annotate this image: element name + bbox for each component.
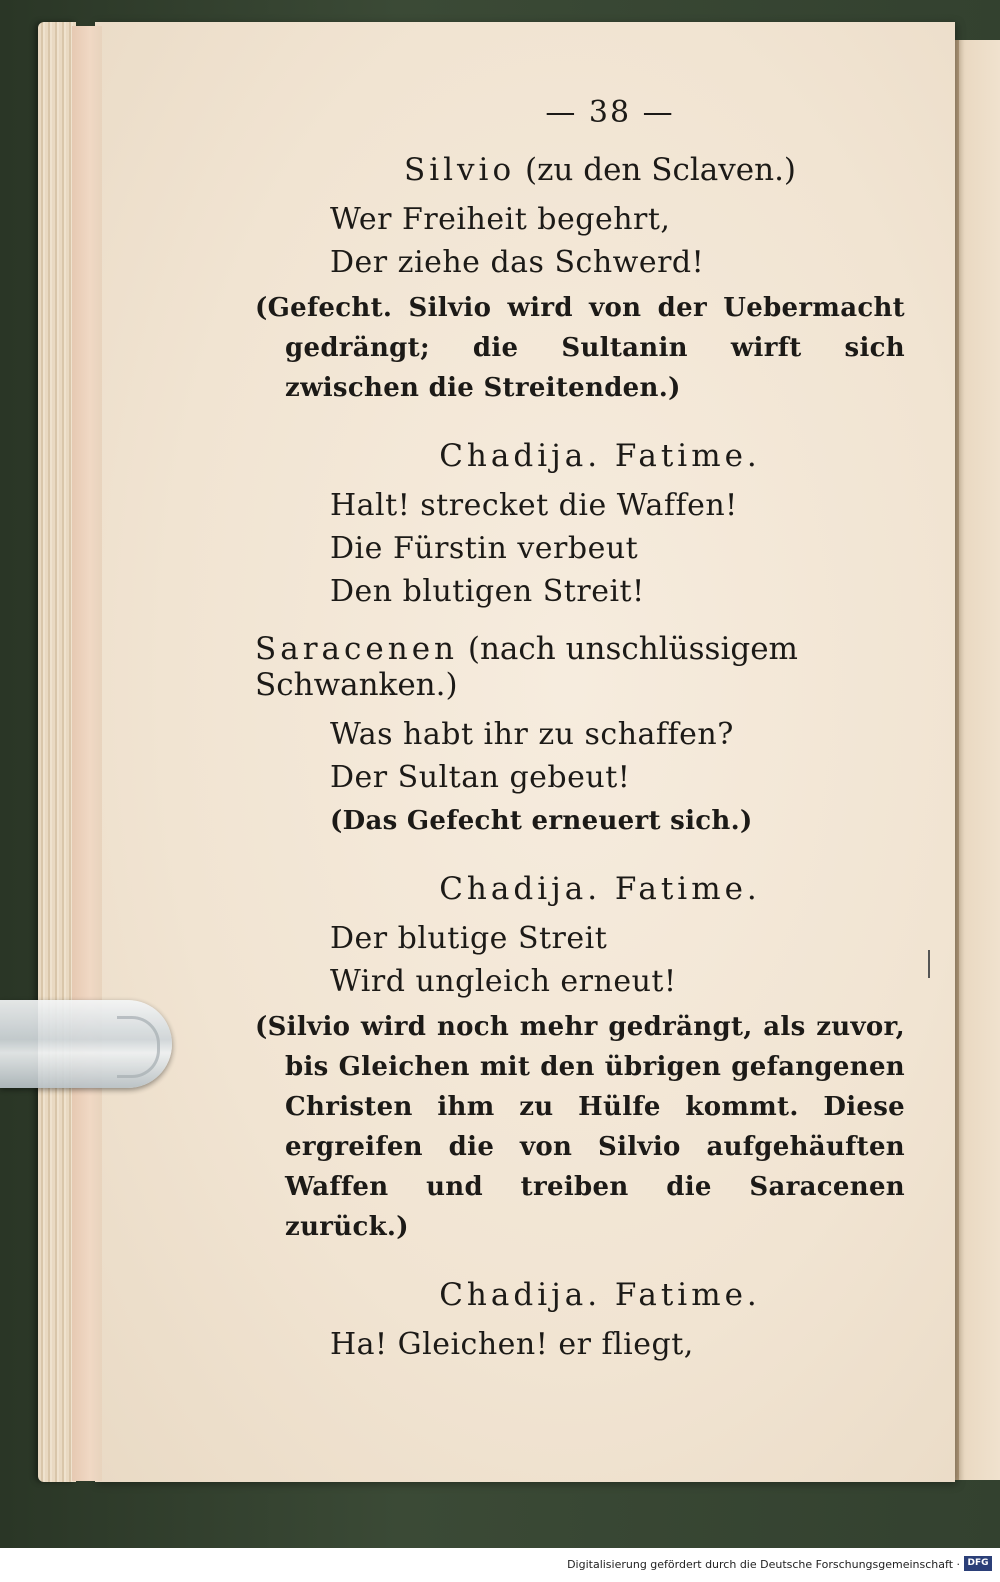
speaker-note: (zu den Sclaven.) (515, 152, 797, 188)
stage-direction: (Das Gefecht erneuert sich.) (330, 806, 753, 836)
page-mark (928, 950, 930, 978)
funding-credit: Digitalisierung gefördert durch die Deutsche Forschungsgemeinschaft · (567, 1558, 960, 1571)
verse-line: Der Sultan gebeut! (330, 760, 631, 795)
stage-direction: (Silvio wird noch mehr gedrängt, als zuvor, bis Gleichen mit den übrigen gefangenen Christen ihm zu Hülfe kommt. Diese ergreifen die von Silvio aufgehäuften Waffen und treiben die Saracenen zurück.) (255, 1012, 905, 1242)
speaker-name: Saracenen (255, 631, 459, 667)
speaker-line: Chadija. Fatime. (439, 871, 761, 907)
verse-line: Die Fürstin verbeut (330, 531, 639, 566)
speaker-note: (nach unschlüssigem Schwanken.) (255, 631, 798, 703)
speaker-line: Chadija. Fatime. (439, 1277, 761, 1313)
verse-line: Den blutigen Streit! (330, 574, 645, 609)
verse-line: Der blutige Streit (330, 921, 608, 956)
stage-direction: (Gefecht. Silvio wird von der Uebermacht gedrängt; die Sultanin wirft sich zwischen die Streitenden.) (255, 293, 905, 403)
page-stack-edge (38, 22, 76, 1482)
verse-line: Wird ungleich erneut! (330, 964, 677, 999)
speaker-line: Chadija. Fatime. (439, 438, 761, 474)
speaker-line (255, 631, 905, 703)
page-gutter (72, 26, 102, 1481)
page-content (255, 95, 905, 1366)
verse-line: Der ziehe das Schwerd! (330, 245, 705, 280)
footer-bar (0, 1548, 1000, 1582)
verse-line: Wer Freiheit begehrt, (330, 202, 671, 237)
page-number: — 38 — (545, 95, 675, 130)
dfg-logo: DFG (964, 1556, 992, 1571)
speaker-name: Silvio (403, 152, 516, 188)
facing-page-edge (953, 40, 1000, 1480)
page-clip (0, 1000, 172, 1088)
speaker-line (295, 152, 905, 188)
verse-line: Was habt ihr zu schaffen? (330, 717, 734, 752)
verse-line: Halt! strecket die Waffen! (330, 488, 738, 523)
verse-line: Ha! Gleichen! er fliegt, (330, 1327, 694, 1362)
